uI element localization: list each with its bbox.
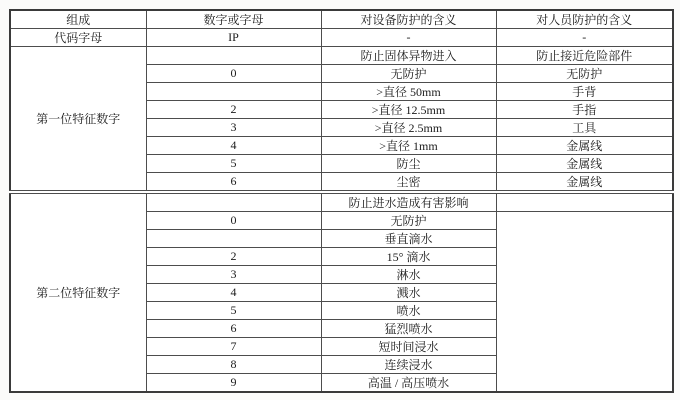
group2-subheader-row	[10, 192, 673, 212]
equip-cell: 高温 / 高压喷水	[321, 374, 496, 393]
equip-cell: 连续浸水	[321, 356, 496, 374]
header-equipment-protection: 对设备防护的含义	[321, 10, 496, 29]
person-cell: 金属线	[496, 173, 673, 193]
code-letter-person: -	[496, 29, 673, 47]
digit-cell: 6	[146, 320, 321, 338]
equip-cell: 垂直滴水	[321, 230, 496, 248]
equip-cell: 溅水	[321, 284, 496, 302]
digit-cell	[146, 230, 321, 248]
ip-protection-table	[9, 9, 674, 393]
group1-label: 第一位特征数字	[10, 47, 146, 193]
person-cell: 金属线	[496, 155, 673, 173]
equip-cell: 淋水	[321, 266, 496, 284]
digit-cell: 9	[146, 374, 321, 393]
equip-cell: >直径 1mm	[321, 137, 496, 155]
equip-cell: 15° 滴水	[321, 248, 496, 266]
digit-cell	[146, 83, 321, 101]
equip-cell: >直径 2.5mm	[321, 119, 496, 137]
digit-cell: 2	[146, 248, 321, 266]
equip-cell: >直径 50mm	[321, 83, 496, 101]
person-cell: 工具	[496, 119, 673, 137]
digit-cell: 0	[146, 65, 321, 83]
digit-cell: 8	[146, 356, 321, 374]
group1-subheader-person: 防止接近危险部件	[496, 47, 673, 65]
digit-cell: 3	[146, 266, 321, 284]
digit-cell: 4	[146, 137, 321, 155]
equip-cell: 无防护	[321, 212, 496, 230]
person-cell: 手背	[496, 83, 673, 101]
group1-subheader-equip: 防止固体异物进入	[321, 47, 496, 65]
equip-cell: 防尘	[321, 155, 496, 173]
group1-subheader-digit	[146, 47, 321, 65]
header-personnel-protection: 对人员防护的含义	[496, 10, 673, 29]
group2-person-merged-cell	[496, 212, 673, 393]
digit-cell: 5	[146, 302, 321, 320]
equip-cell: 尘密	[321, 173, 496, 193]
group2-label: 第二位特征数字	[10, 192, 146, 392]
equip-cell: 猛烈喷水	[321, 320, 496, 338]
header-composition: 组成	[10, 10, 146, 29]
digit-cell: 0	[146, 212, 321, 230]
table-header-row	[10, 10, 673, 29]
code-letter-row	[10, 29, 673, 47]
equip-cell: 无防护	[321, 65, 496, 83]
digit-cell: 5	[146, 155, 321, 173]
group2-subheader-digit	[146, 192, 321, 212]
group2-subheader-person	[496, 192, 673, 212]
digit-cell: 3	[146, 119, 321, 137]
group1-subheader-row	[10, 47, 673, 65]
group2-subheader-equip: 防止进水造成有害影响	[321, 192, 496, 212]
digit-cell: 2	[146, 101, 321, 119]
person-cell: 手指	[496, 101, 673, 119]
person-cell: 无防护	[496, 65, 673, 83]
code-letter-equip: -	[321, 29, 496, 47]
digit-cell: 7	[146, 338, 321, 356]
code-letter-value: IP	[146, 29, 321, 47]
equip-cell: >直径 12.5mm	[321, 101, 496, 119]
digit-cell: 4	[146, 284, 321, 302]
equip-cell: 喷水	[321, 302, 496, 320]
digit-cell: 6	[146, 173, 321, 193]
equip-cell: 短时间浸水	[321, 338, 496, 356]
person-cell: 金属线	[496, 137, 673, 155]
code-letter-label: 代码字母	[10, 29, 146, 47]
header-digit-or-letter: 数字或字母	[146, 10, 321, 29]
